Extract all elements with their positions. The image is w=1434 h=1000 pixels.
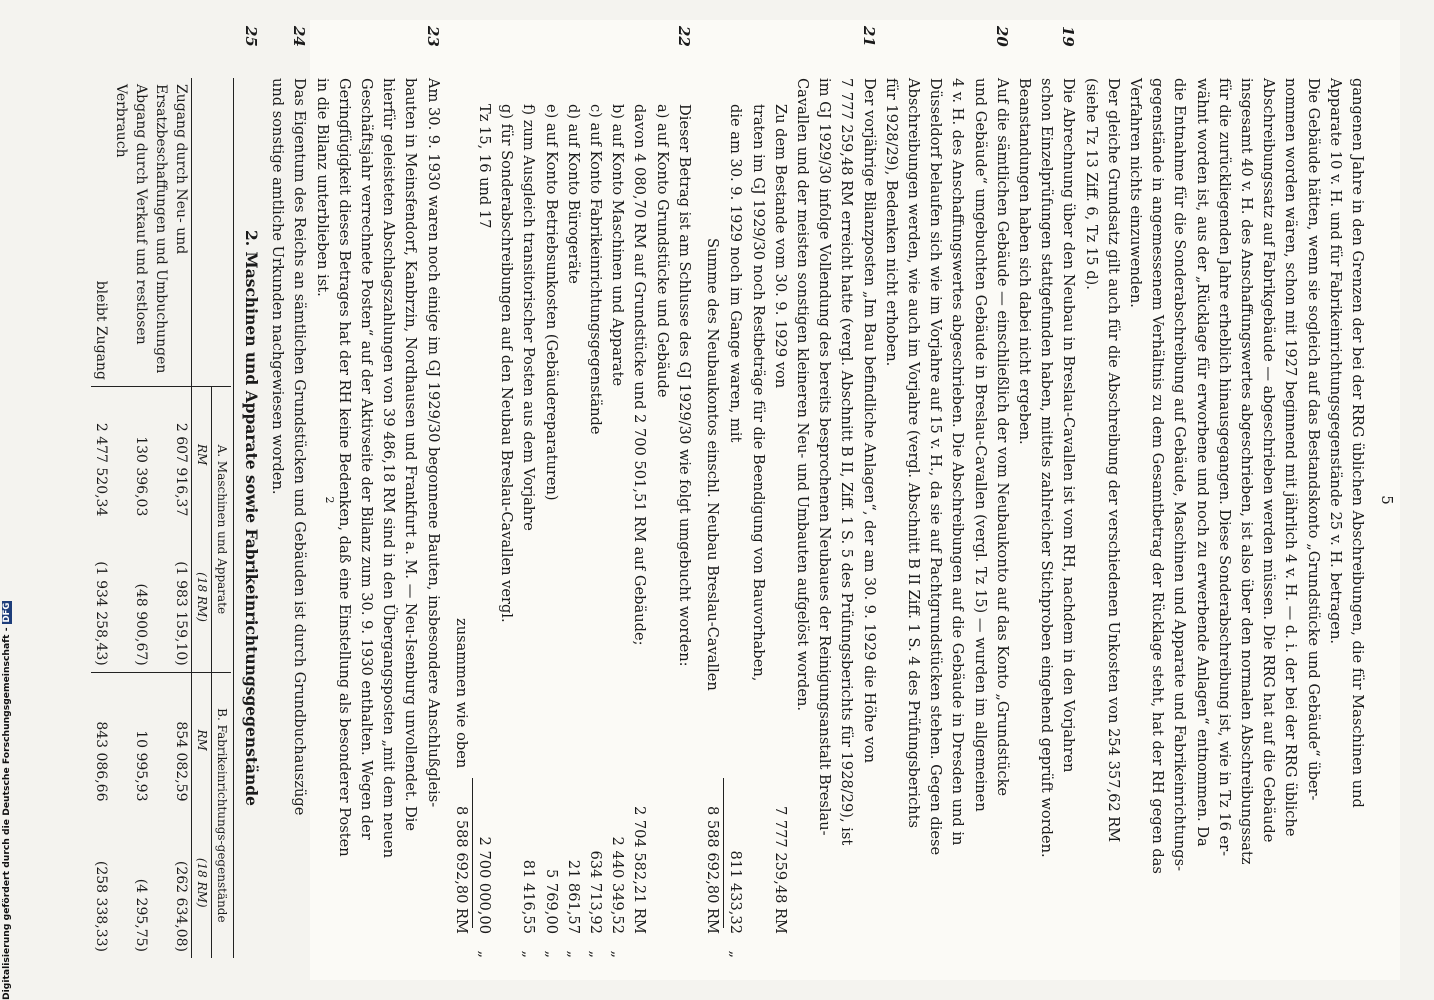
row-label: Zugang durch Neu- und Ersatzbeschaffungen und Umbuchungen (152, 84, 189, 374)
text-line: (siehe Tz 13 Ziff. 6, Tz 15 d). (1082, 78, 1100, 290)
section-number: 24 (290, 26, 309, 47)
text-line: Auf die sämtlichen Gebäude — einschließlich der vom Neubaukonto auf das Konto „Grundstücke (993, 78, 1011, 797)
text-line: wähnt worden ist, aus der „Rücklage für erworbene und noch zu erwerbende Anlagen“ entnommen. Da (1193, 78, 1211, 847)
section-22-list (473, 78, 673, 958)
section-21-lines (769, 78, 880, 958)
text-line: Geringfügigkeit dieses Betrages hat der RH keine Bedenken, daß eine Einstellung als besonderer Posten (335, 78, 353, 857)
text-line: und sonstige amtliche Urkunden nachgewiesen worden. (269, 78, 287, 495)
list-row (584, 78, 606, 958)
list-value: 5 769,00 (542, 869, 560, 934)
intro-lines (1079, 78, 1368, 958)
list-row (724, 78, 746, 958)
text-line: im GJ 1929/30 infolge Vollendung des bereits besprochenen Neubaues der Reinigungsanstalt Breslau- (816, 78, 834, 836)
value-a-prev: (48 900,67) (132, 583, 149, 666)
list-value: 7 777 259,48 RM (771, 805, 789, 934)
sum-value: 8 588 692,80 RM (704, 805, 722, 934)
section-number: 19 (1059, 26, 1078, 47)
text-line: Das Eigentum des Reichs an sämtlichen Grundstücken und Gebäuden ist durch Grundbuchauszüge (291, 78, 309, 816)
list-value: 21 861,57 (564, 859, 582, 934)
machines-table (91, 78, 231, 958)
text-line: Beanstandungen haben sich dabei nicht ergeben. (1015, 78, 1033, 445)
total-row (450, 78, 472, 958)
list-value (746, 784, 768, 934)
text-line: für die zurückliegenden Jahre erheblich hinausgegangen. Diese Sonderabschreibung ist, wie in Tz 16 er- (1215, 78, 1233, 857)
list-label: davon 4 080,70 RM auf Grundstücke und 2 700 501,51 RM auf Gebäude; (631, 104, 649, 646)
col-header-a: A. Maschinen und Apparate (211, 387, 231, 673)
list-value (495, 784, 517, 934)
value-a: 2 607 916,37 (151, 387, 192, 523)
list-value: 2 440 349,52 (609, 836, 627, 934)
text-line: Apparate 10 v. H. und für Fabrikeinrichtungsgegenstände 25 v. H. betragen. (1326, 78, 1344, 644)
section-number: 22 (674, 26, 693, 47)
list-label: c) auf Konto Fabrikeinrichtungsgegenstände (587, 104, 605, 435)
section-number: 20 (992, 26, 1011, 47)
text-line: für 1928/29), Bedenken nicht erhoben. (882, 78, 900, 367)
section-number: 23 (423, 26, 442, 47)
rotated-document-page (92, 20, 1400, 980)
list-row (473, 78, 495, 958)
list-label: b) auf Konto Maschinen und Apparate (609, 104, 627, 387)
list-row (539, 78, 561, 958)
text-line: in die Bilanz unterblieben ist. (313, 78, 331, 297)
list-label: Tz 15, 16 und 17 (476, 104, 494, 229)
row-label: bleibt Zugang (92, 280, 109, 380)
list-row (651, 78, 673, 958)
list-label: Zu dem Bestande vom 30. 9. 1929 von (771, 104, 789, 389)
list-unit: „ (476, 950, 494, 958)
value-b: 843 086,66 (91, 672, 111, 807)
text-line: Der vorjährige Bilanzposten „Im Bau befindliche Anlagen“, der am 30. 9. 1929 die Höhe von (860, 78, 878, 764)
value-a: 2 477 520,34 (91, 387, 111, 523)
section-24 (266, 26, 310, 958)
section-21-list (724, 78, 768, 958)
list-label: g) für Sonderabschreibungen auf den Neubau Breslau-Cavallen vergl. (498, 104, 516, 623)
list-unit (769, 934, 791, 958)
section-19-lines (1013, 78, 1080, 958)
text-line: Geschäftsjahr verrechnete Posten“ auf der Aktivseite der Bilanz zum 30. 9. 1930 enthalten. Wegen der (358, 78, 376, 840)
text-line: schon Einzelprüfungen stattgefunden haben, mittels zahlreicher Stichproben eingehend geprüft worden. (1038, 78, 1056, 858)
value-b: 10 995,93 (111, 672, 151, 807)
list-value: 81 416,55 (520, 859, 538, 934)
list-label: die am 30. 9. 1929 noch im Gange waren, mit (727, 104, 745, 443)
total-label: zusammen wie oben (452, 618, 470, 769)
section-20 (880, 26, 1013, 958)
sum-label: Summe des Neubaukontos einschl. Neubau Breslau-Cavallen (704, 238, 722, 691)
list-label: e) auf Konto Betriebsunkosten (Gebäudereparaturen) (542, 104, 560, 501)
list-value: 2 704 582,21 RM (631, 805, 649, 934)
list-unit (746, 934, 768, 958)
section-24-lines (266, 78, 310, 958)
text-line: Verfahren nichts einzuwenden. (1126, 78, 1144, 308)
text-line: Abschreibungen werden, wie auch im Vorjahre (vergl. Abschnitt B II Ziff. 1 S. 4 des Prüfungsberichts (904, 78, 922, 829)
list-unit: „ (609, 950, 627, 958)
text-line: Die Gebäude hätten, wenn sie sogleich auf das Bestandskonto „Grundstücke und Gebäude“ über- (1304, 78, 1322, 801)
unit-prev: (18 RM) (191, 522, 211, 672)
list-label: traten im GJ 1929/30 noch Restbeträge für die Beendigung von Bauvorhaben, (749, 104, 767, 682)
table-row (111, 78, 151, 958)
text-line: 4 v. H. des Anschaffungswertes abgeschrieben. Die Abschreibungen auf die Gebäude in Dresden und in (949, 78, 967, 846)
list-label: f) zum Ausgleich transitorischer Posten aus dem Vorjahre (520, 104, 538, 531)
list-unit: „ (727, 950, 745, 958)
section-21 (701, 26, 880, 958)
list-unit (628, 934, 650, 958)
text-line: Abschreibungssatz auf Fabrikgebäude — abgeschrieben werden müssen. Die RRG hat auf die Gebäude (1260, 78, 1278, 843)
list-label: a) auf Konto Grundstücke und Gebäude (653, 104, 671, 398)
list-row (495, 78, 517, 958)
section-number: 25 (242, 26, 261, 47)
machines-table-body (91, 78, 192, 958)
digitization-note (1, 601, 12, 1000)
section-19 (1013, 26, 1080, 958)
text-line: gangenen Jahre in den Grenzen der bei der RRG üblichen Abschreibungen, die für Maschinen und (1349, 78, 1366, 808)
table-row (91, 78, 111, 958)
text-column (91, 26, 1382, 958)
value-b: 854 082,59 (151, 672, 192, 807)
text-line: und Gebäude“ umgebuchten Gebäude in Breslau-Cavallen (vergl. Tz 15) — wurden im allgemeinen (971, 78, 989, 812)
unit-rm: RM (191, 387, 211, 523)
list-row (517, 78, 539, 958)
col-header-b: B. Fabrikeinrichtungs-gegenstände (211, 672, 231, 958)
list-row (769, 78, 791, 958)
text-line: insgesamt 40 v. H. des Anschaffungswertes abgeschrieben, ist also über den normalen Abschreibungssatz (1237, 78, 1255, 865)
text-line: bauten in Meinsfendorf, Kanbrzin, Nordhausen und Frankfurt a. M. — Neu-Isenburg unvollendet. Die (402, 78, 420, 831)
text-line: Die Abrechnung über den Neubau in Breslau-Cavallen ist vom RH, nachdem in den Vorjahren (1060, 78, 1078, 773)
text-line: Am 30. 9. 1930 waren noch einige im GJ 1929/30 begonnene Bauten, insbesondere Anschlußgleis- (424, 78, 442, 808)
section-heading: 2. Maschinen und Apparate sowie Fabrikeinrichtungsgegenstände (242, 229, 262, 807)
list-value (651, 784, 673, 934)
list-row (606, 78, 628, 958)
text-line: Der gleiche Grundsatz gilt auch für die Abschreibung der verschiedenen Unkosten von 254 357,62 RM (1104, 78, 1122, 843)
list-unit: „ (587, 950, 605, 958)
list-value: 634 713,92 (587, 850, 605, 934)
text-line: gegenstände in angemessenem Verhältnis zu dem Gesamtbetrag der Rücklage steht, hat der RH gegen das (1149, 78, 1167, 874)
text-line: Cavallen und der meisten sonstigen kleineren Neu- und Umbauten aufgelöst worden. (793, 78, 811, 712)
list-row (562, 78, 584, 958)
section-22 (450, 26, 695, 958)
list-value: 811 433,32 (727, 850, 745, 934)
text-line: nommen worden wären, schon mit 1927 beginnend mit jährlich 4 v. H. — d. i. der bei der RRG übliche (1282, 78, 1300, 837)
value-b-prev: (262 634,08) (172, 860, 189, 952)
list-row (746, 78, 768, 958)
text-line: Düsseldorf belaufen sich wie im Vorjahre auf 15 v. H., da sie auf Pachtgrundstücken stehen. Gegen diese (927, 78, 945, 856)
heading-rule (233, 78, 234, 958)
unit-rm: RM (191, 672, 211, 807)
list-label: d) auf Konto Bürogeräte (564, 104, 582, 284)
section-25 (91, 26, 262, 958)
value-a-prev: (1 934 258,43) (92, 561, 109, 666)
value-b-prev: (258 338,33) (92, 860, 109, 952)
dfg-logo: DFG (2, 602, 12, 623)
list-row (628, 78, 650, 958)
text-line: 7 777 259,48 RM erreicht hatte (vergl. Abschnitt B II, Ziff. 1 S. 5 des Prüfungsberichts für 1928/29), ist (838, 78, 856, 846)
unit-prev: (18 RM) (191, 807, 211, 958)
value-a-prev: (1 983 159,10) (172, 561, 189, 666)
page-mark-bottom: 2 (323, 496, 336, 504)
value-a: 130 396,03 (111, 387, 151, 523)
table-row (151, 78, 192, 958)
section-20-lines (880, 78, 1013, 958)
page-number: 5 (1378, 495, 1396, 505)
list-unit: „ (564, 950, 582, 958)
intro-paragraph (1079, 78, 1368, 958)
row-label: Abgang durch Verkauf und restlosen Verbrauch (112, 84, 149, 345)
list-unit (495, 934, 517, 958)
section-number: 21 (859, 26, 878, 47)
total-value: 8 588 692,80 RM (452, 805, 470, 934)
value-b-prev: (4 295,75) (132, 878, 149, 952)
list-unit: „ (520, 950, 538, 958)
digitization-text: Digitalisierung gefördert durch die Deutsche Forschungsgemeinschaft - (1, 627, 12, 1000)
list-unit: „ (542, 950, 560, 958)
text-line: die Entnahme für die Sonderabschreibung auf Gebäude, Maschinen und Apparate und Fabrikeinrichtungs- (1171, 78, 1189, 872)
section-22-intro: Dieser Betrag ist am Schlusse des GJ 1929/30 wie folgt umgebucht worden: (675, 104, 693, 667)
list-unit (651, 934, 673, 958)
text-line: hierfür geleisteten Abschlagszahlungen von 39 486,18 RM sind in den Übergangsposten „mit dem neuen (380, 78, 398, 858)
sum-row (701, 78, 723, 958)
list-value: 2 700 000,00 (476, 836, 494, 934)
